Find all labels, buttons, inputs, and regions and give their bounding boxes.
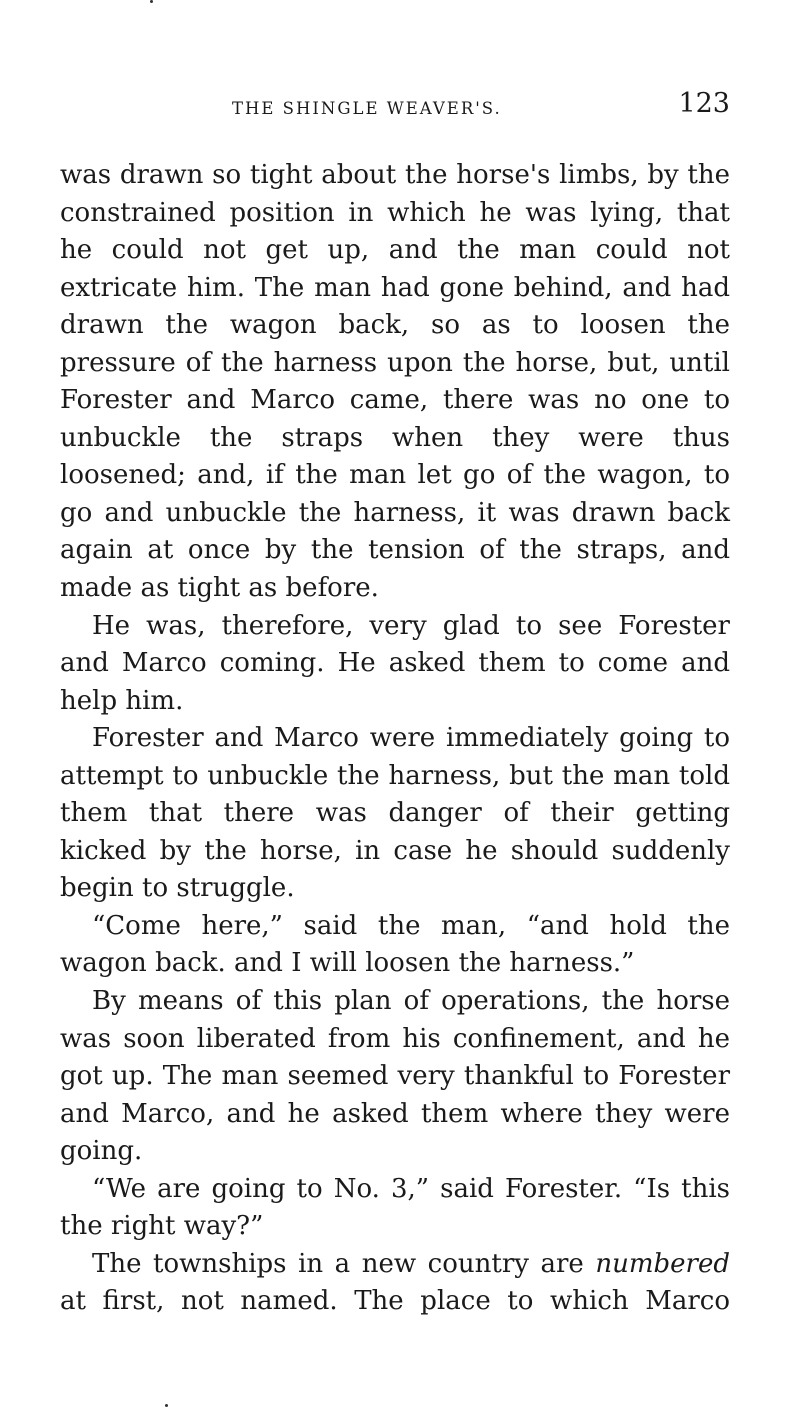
paragraph-7-text-after: at first, not named. The place to which Marco bbox=[60, 1286, 730, 1317]
paragraph-7 bbox=[60, 1246, 730, 1321]
emphasis-numbered: numbered bbox=[595, 1248, 730, 1279]
scan-speck-top bbox=[150, 0, 153, 3]
paragraph-4: “Come here,” said the man, “and hold the wagon back. and I will loosen the harness.” bbox=[60, 910, 730, 979]
running-head bbox=[60, 84, 730, 128]
running-head-title: THE SHINGLE WEAVER'S. bbox=[232, 99, 502, 118]
paragraph-5: By means of this plan of operations, the horse was soon liberated from his confinement, and he got up. The man seemed very thankful to Forester and Marco, and he asked them where they were going. bbox=[60, 986, 730, 1167]
paragraph-2: He was, therefore, very glad to see Forester and Marco coming. He asked them to come and help him. bbox=[60, 610, 730, 716]
paragraph-7-text-before: The townships in a new country are bbox=[92, 1248, 596, 1279]
paragraph-1: was drawn so tight about the horse's limbs, by the constrained position in which he was lying, that he could not get up, and the man could not extricate him. The man had gone behind, and had drawn the wagon back, so as to loosen the pressure of the harness upon the horse, but, until Forester and Marco came, there was no one to unbuckle the straps when they were thus loosened; and, if the man let go of the wagon, to go and unbuckle the harness, it was drawn back again at once by the tension of the straps, and made as tight as before. bbox=[60, 160, 730, 604]
page-number: 123 bbox=[678, 88, 730, 119]
paragraph-6: “We are going to No. 3,” said Forester. “Is this the right way?” bbox=[60, 1173, 730, 1242]
body-text bbox=[60, 157, 730, 1321]
scan-speck-bottom bbox=[165, 1404, 168, 1407]
paragraph-3: Forester and Marco were immediately going to attempt to unbuckle the harness, but the man told them that there was danger of their getting kicked by the horse, in case he should suddenly begin to struggle. bbox=[60, 723, 730, 904]
